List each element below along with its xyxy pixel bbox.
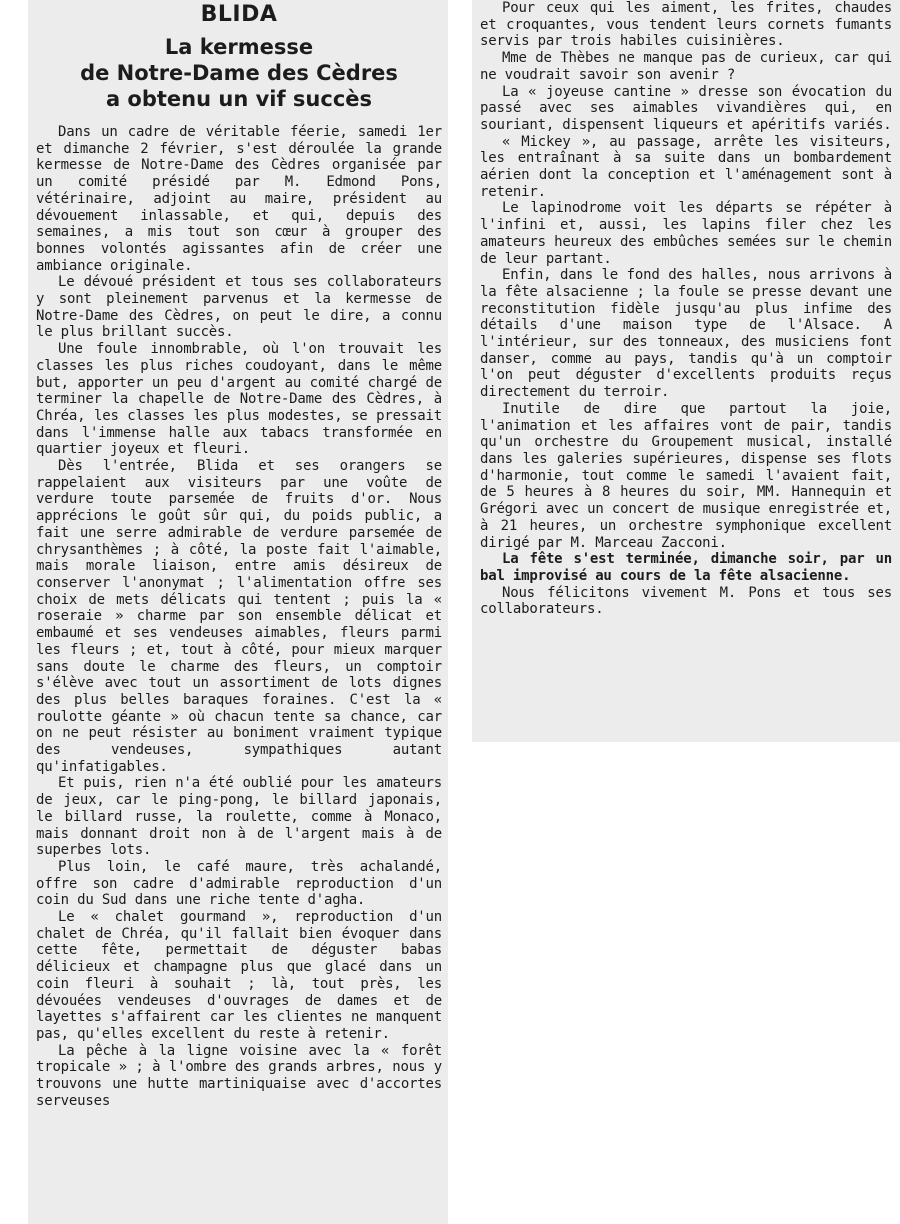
closing-paragraph: La fête s'est terminée, dimanche soir, par un bal improvisé au cours de la fête alsacienne. xyxy=(480,551,892,584)
headline-line: a obtenu un vif succès xyxy=(105,87,373,111)
paragraph: Le dévoué président et tous ses collaborateurs y sont pleinement parvenus et la kermesse de Notre-Dame des Cèdres, on peut le dire, a connu le plus brillant succès. xyxy=(36,274,442,341)
headline-line: de Notre-Dame des Cèdres xyxy=(80,61,398,85)
paragraph: Inutile de dire que partout la joie, l'animation et les affaires vont de pair, tandis qu'un orchestre du Groupement musical, installé dans les galeries supérieures, dispense ses flots d'harmonie, tout comme le samedi l'avaient fait, de 5 heures à 8 heures du soir, MM. Hannequin et Grégori avec un concert de musique enregistrée et, à 21 heures, un orchestre symphonique excellent dirigé par M. Marceau Zacconi. xyxy=(480,400,892,551)
paragraph: Le « chalet gourmand », reproduction d'un chalet de Chréa, qu'il fallait bien évoquer dans cette fête, permettait de déguster babas délicieux et champagne plus que glacé dans un coin fleuri à souhait ; là, tout près, les dévouées vendeuses d'ouvrages de dames et de layettes s'affairent car les clientes ne manquent pas, qu'elles excellent du reste à retenir. xyxy=(36,909,442,1042)
right-column xyxy=(472,0,900,742)
article-headline xyxy=(36,34,442,112)
paragraph: La « joyeuse cantine » dresse son évocation du passé avec ses aimables vivandières qui, en souriant, dispensent liqueurs et apéritifs variés. xyxy=(480,83,892,133)
paragraph: Dans un cadre de véritable féerie, samedi 1er et dimanche 2 février, s'est déroulée la grande kermesse de Notre-Dame des Cèdres organisée par un comité présidé par M. Edmond Pons, vétérinaire, adjoint au maire, président au dévouement inlassable, et qui, depuis des semaines, a mis tout son cœur à grouper des bonnes volontés agissantes afin de créer une ambiance originale. xyxy=(36,124,442,274)
paragraph: Enfin, dans le fond des halles, nous arrivons à la fête alsacienne ; la foule se presse devant une reconstitution fidèle jusqu'au plus infime des détails d'une maison type de l'Alsace. A l'intérieur, sur des tonneaux, des musiciens font danser, comme au pays, tandis qu'à un comptoir l'on peut déguster d'excellents produits reçus directement du terroir. xyxy=(480,267,892,401)
paragraph: Et puis, rien n'a été oublié pour les amateurs de jeux, car le ping-pong, le billard japonais, le billard russe, la roulette, comme à Monaco, mais donnant droit non à de l'argent mais à de superbes lots. xyxy=(36,775,442,859)
paragraph: Une foule innombrable, où l'on trouvait les classes les plus riches coudoyant, dans le même but, apporter un peu d'argent au comité chargé de terminer la chapelle de Notre-Dame des Cèdres, à Chréa, les classes les plus modestes, se pressait dans l'immense halle aux tabacs transformée en quartier joyeux et fleuri. xyxy=(36,341,442,458)
paragraph: Nous félicitons vivement M. Pons et tous ses collaborateurs. xyxy=(480,584,892,618)
headline-line: La kermesse xyxy=(164,35,314,59)
paragraph: Pour ceux qui les aiment, les frites, chaudes et croquantes, vous tendent leurs cornets fumants servis par trois habiles cuisinières. xyxy=(480,0,892,50)
paragraph: Mme de Thèbes ne manque pas de curieux, car qui ne voudrait savoir son avenir ? xyxy=(480,50,892,83)
paragraph: La pêche à la ligne voisine avec la « forêt tropicale » ; à l'ombre des grands arbres, nous y trouvons une hutte martiniquaise avec d'accortes serveuses xyxy=(36,1042,442,1109)
left-column xyxy=(28,0,448,1224)
paragraph: « Mickey », au passage, arrête les visiteurs, les entraînant à sa suite dans un bombardement aérien dont la conception et l'aménagement sont à retenir. xyxy=(480,133,892,200)
paragraph: Plus loin, le café maure, très achalandé, offre son cadre d'admirable reproduction d'un coin du Sud dans une riche tente d'agha. xyxy=(36,858,442,909)
paragraph: Dès l'entrée, Blida et ses orangers se rappelaient aux visiteurs par une voûte de verdure toute parsemée de fruits d'or. Nous apprécions le goût sûr qui, du poids public, a fait une serre admirable de verdure parsemée de chrysanthèmes ; à côté, la poste fait l'aimable, mais morale liaison, entre amis désireux de conserver l'anonymat ; l'alimentation offre ses choix de mets délicats qui tentent ; puis la « roseraie » charme par son ensemble délicat et embaumé et ses vendeuses aimables, fleurs parmi les fleurs ; et, tout à côté, pour mieux marquer sans doute le charme des fleurs, un comptoir s'élève avec tout un assortiment de lots dignes des plus belles baraques foraines. C'est la « roulotte géante » où chacun tente sa chance, car on ne peut résister au boniment vraiment typique des vendeuses, sympathiques autant qu'infatigables. xyxy=(36,458,442,775)
article-kicker: BLIDA xyxy=(200,2,278,27)
paragraph: Le lapinodrome voit les départs se répéter à l'infini et, aussi, les lapins filer chez les amateurs heureux des embûches semées sur le chemin de leur partant. xyxy=(480,200,892,267)
